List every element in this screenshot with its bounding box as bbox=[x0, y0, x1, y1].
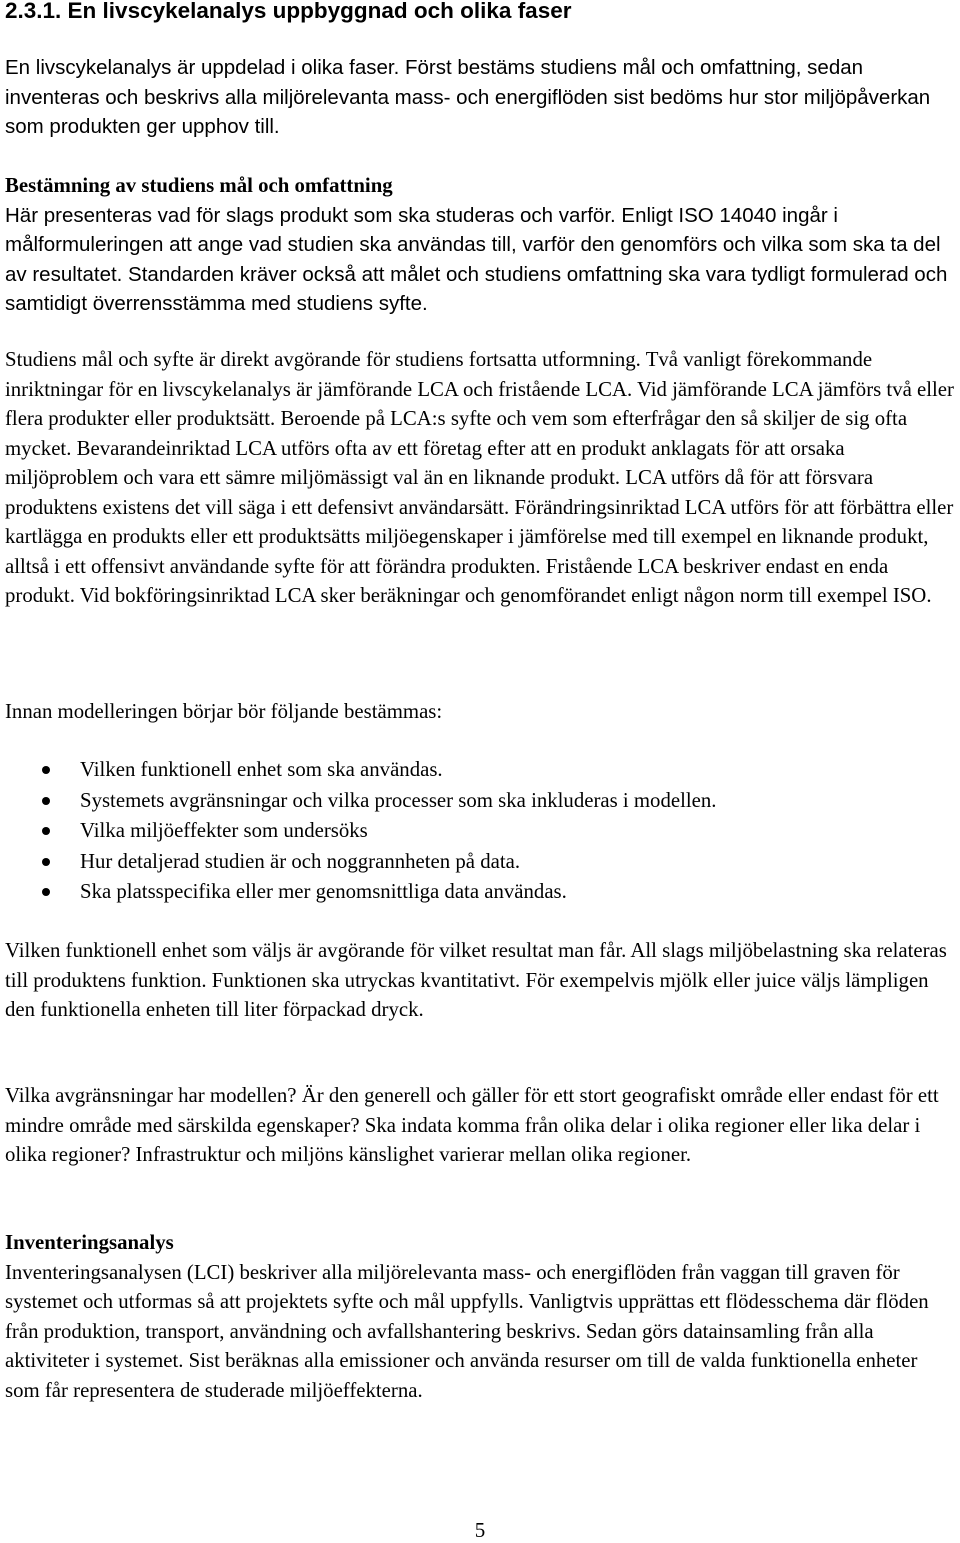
bullet-icon bbox=[42, 858, 50, 866]
list-item: Vilka miljöeffekter som undersöks bbox=[5, 816, 955, 847]
list-item: Vilken funktionell enhet som ska användas. bbox=[5, 755, 955, 786]
inventory-section bbox=[5, 1228, 955, 1405]
goal-paragraph-purpose: Studiens mål och syfte är direkt avgörande för studiens fortsatta utformning. Två vanligt förekommande inriktningar för en livscykelanalys är jämförande LCA och fristående LCA. Vid jämförande LCA jämförs två eller flera produkter eller produktsätt. Beroende på LCA:s syfte och vem som efterfrågar den så skiljer de sig ofta mycket. Bevarandeinriktad LCA utförs ofta av ett företag efter att en produkt anklagats för att orsaka miljöproblem och vara ett sämre miljömässigt val än en liknande produkt. LCA utförs då för att försvara produktens existens det vill säga i ett defensivt användarsätt. Förändringsinriktad LCA utförs för att förbättra eller kartlägga en produkts eller ett produktsätts miljöegenskaper i jämförelse med till exempel en liknande produkt, alltså i ett offensivt användande syfte för att förändra produkten. Fristående LCA beskriver endast en enda produkt. Vid bokföringsinriktad LCA sker beräkningar och genomförandet enligt någon norm till exempel ISO. bbox=[5, 348, 954, 607]
bullet-icon bbox=[42, 827, 50, 835]
goal-section-title: Bestämning av studiens mål och omfattning bbox=[5, 174, 393, 197]
page-number: 5 bbox=[474, 1518, 486, 1542]
list-item: Systemets avgränsningar och vilka processer som ska inkluderas i modellen. bbox=[5, 786, 955, 817]
inventory-paragraph: Inventeringsanalysen (LCI) beskriver alla miljörelevanta mass- och energiflöden från vaggan till graven för systemet och utformas så att projektets syfte och mål uppfylls. Vanligtvis upprättas ett flödesschema där flöden från produktion, transport, användning och avfallshantering beskrivs. Sedan görs datainsamling från alla aktiviteter i systemet. Sist beräknas alla emissioner och använda resurser om till de valda funktionella enheter som får representera de studerade miljöeffekterna. bbox=[5, 1260, 929, 1402]
list-item: Hur detaljerad studien är och noggrannheten på data. bbox=[5, 847, 955, 878]
inventory-section-title: Inventeringsanalys bbox=[5, 1231, 174, 1254]
goal-paragraph-iso: Här presenteras vad för slags produkt som ska studeras och varför. Enligt ISO 14040 ingår i målformuleringen att ange vad studien ska användas till, varför den genomförs och vilka som ska ta del av resultatet. Standarden kräver också att målet och studiens omfattning ska vara tydligt formulerad och samtidigt överrensstämma med studiens syfte. bbox=[5, 203, 948, 315]
list-item: Ska platsspecifika eller mer genomsnittliga data användas. bbox=[5, 877, 955, 908]
intro-paragraph: En livscykelanalys är uppdelad i olika faser. Först bestäms studiens mål och omfattning, sedan inventeras och beskrivs alla miljörelevanta mass- och energiflöden sist bedöms hur stor miljöpåverkan som produkten ger upphov till. bbox=[5, 56, 931, 138]
goal-section bbox=[5, 171, 955, 319]
bullet-icon bbox=[42, 797, 50, 805]
boundaries-paragraph: Vilka avgränsningar har modellen? Är den generell och gäller för ett stort geografiskt område eller endast för ett mindre område med särskilda egenskaper? Ska indata komma från olika delar i olika regioner eller lika delar i olika regioner? Infrastruktur och miljöns känslighet varierar mellan olika regioner. bbox=[5, 1084, 939, 1166]
bullet-icon bbox=[42, 888, 50, 896]
list-intro: Innan modelleringen börjar bör följande bestämmas: bbox=[5, 700, 443, 723]
functional-unit-paragraph: Vilken funktionell enhet som väljs är avgörande för vilket resultat man får. All slags miljöbelastning ska relateras till produktens funktion. Funktionen ska utryckas kvantitativt. För exempelvis mjölk eller juice väljs lämpligen den funktionella enheten till liter förpackad dryck. bbox=[5, 939, 947, 1021]
decision-list bbox=[5, 755, 955, 908]
bullet-icon bbox=[42, 766, 50, 774]
section-heading: 2.3.1. En livscykelanalys uppbyggnad och olika faser bbox=[5, 0, 572, 23]
